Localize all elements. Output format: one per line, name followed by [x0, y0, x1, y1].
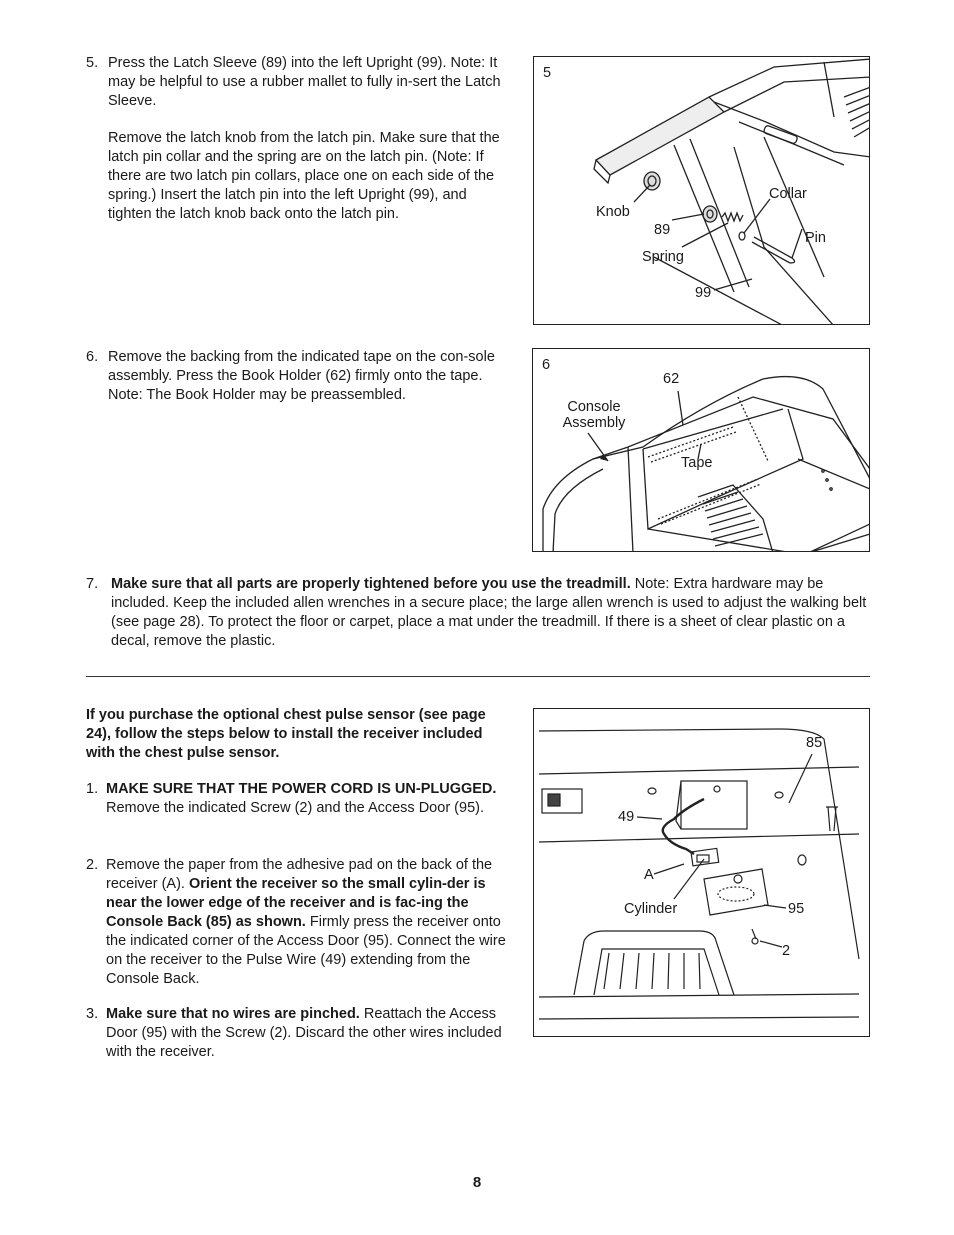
- label-console: Console: [567, 399, 621, 415]
- pulse-step2-text: [106, 856, 506, 989]
- label-collar: Collar: [769, 186, 807, 202]
- pulse-step1-text: [106, 780, 506, 818]
- figure-receiver-drawing: [534, 709, 870, 1037]
- page-number: 8: [472, 1174, 482, 1191]
- pulse-step1-bold: MAKE SURE THAT THE POWER CORD IS UN-PLUGGED.: [106, 781, 497, 797]
- label-49: 49: [618, 809, 635, 825]
- label-cylinder: Cylinder: [624, 901, 678, 917]
- label-89: 89: [654, 222, 671, 238]
- figure-6-book-holder: [532, 348, 870, 552]
- label-spring: Spring: [642, 249, 684, 265]
- label-95: 95: [788, 901, 805, 917]
- label-console-assembly: [559, 399, 629, 431]
- step7-body: Note: Extra hardware may be included. Keep the included allen wrenches in a secure place; the large allen wrench is used to adjust the walking belt (see page 28). To protect the floor or carpet, place a mat under the treadmill. If there is a sheet of clear plastic on a decal, remove the plastic.: [111, 576, 867, 649]
- step6-number: 6.: [86, 349, 99, 365]
- label-2: 2: [782, 943, 791, 959]
- label-85: 85: [806, 735, 823, 751]
- pulse-step2-bold: Orient the receiver so the small cylin-der is near the lower edge of the receiver and is fac-ing the Console Back (85) as shown.: [106, 876, 486, 930]
- pulse-step3-bold: Make sure that no wires are pinched.: [106, 1006, 360, 1022]
- label-assembly: Assembly: [562, 415, 626, 431]
- step5-text: [108, 54, 506, 242]
- pulse-step2-body-1: Remove the paper from the adhesive pad on the back of the receiver (A).: [106, 857, 493, 892]
- pulse-step1-number: 1.: [86, 781, 99, 797]
- pulse-step2-number: 2.: [86, 857, 99, 873]
- label-knob: Knob: [596, 204, 630, 220]
- pulse-intro: If you purchase the optional chest pulse sensor (see page 24), follow the steps below to install the receiver included with the chest pulse sensor.: [86, 707, 486, 761]
- step7-number: 7.: [86, 576, 99, 592]
- label-a: A: [644, 867, 654, 883]
- step6-text: Remove the backing from the indicated tape on the con-sole assembly. Press the Book Holder (62) firmly onto the tape. Note: The Book Holder may be preassembled.: [108, 349, 495, 403]
- pulse-step3-body: Reattach the Access Door (95) with the Screw (2). Discard the other wires included with the receiver.: [106, 1006, 502, 1060]
- figure-5-number: 5: [543, 65, 552, 81]
- figure-6-number: 6: [542, 357, 551, 373]
- pulse-step3-text: [106, 1005, 506, 1062]
- pulse-step1-body: Remove the indicated Screw (2) and the Access Door (95).: [106, 800, 484, 816]
- step7-text: [111, 575, 869, 651]
- label-pin: Pin: [805, 230, 826, 246]
- label-62: 62: [663, 371, 680, 387]
- label-tape: Tape: [681, 455, 713, 471]
- figure-5-latch-pin: [533, 56, 870, 325]
- pulse-step2-body-2: Firmly press the receiver onto the indicated corner of the Access Door (95). Connect the wire on the receiver to the Pulse Wire (49) extending from the Console Back.: [106, 914, 506, 987]
- pulse-step3-number: 3.: [86, 1006, 99, 1022]
- step5-paragraph-1: Press the Latch Sleeve (89) into the left Upright (99). Note: It may be helpful to use a rubber mallet to fully in-sert the Latch Sleeve.: [108, 55, 501, 109]
- step5-paragraph-2: Remove the latch knob from the latch pin. Make sure that the latch pin collar and the spring are on the latch pin. (Note: If there are two latch pin collars, place one on each side of the spring.) Insert the latch pin into the left Upright (99), and tighten the latch knob back onto the latch pin.: [108, 130, 500, 222]
- figure-receiver: [533, 708, 870, 1037]
- section-divider: [86, 676, 870, 677]
- step7-bold: Make sure that all parts are properly tightened before you use the treadmill.: [111, 576, 631, 592]
- step5-number: 5.: [86, 55, 99, 71]
- figure-6-drawing: [533, 349, 870, 552]
- label-99: 99: [695, 285, 712, 301]
